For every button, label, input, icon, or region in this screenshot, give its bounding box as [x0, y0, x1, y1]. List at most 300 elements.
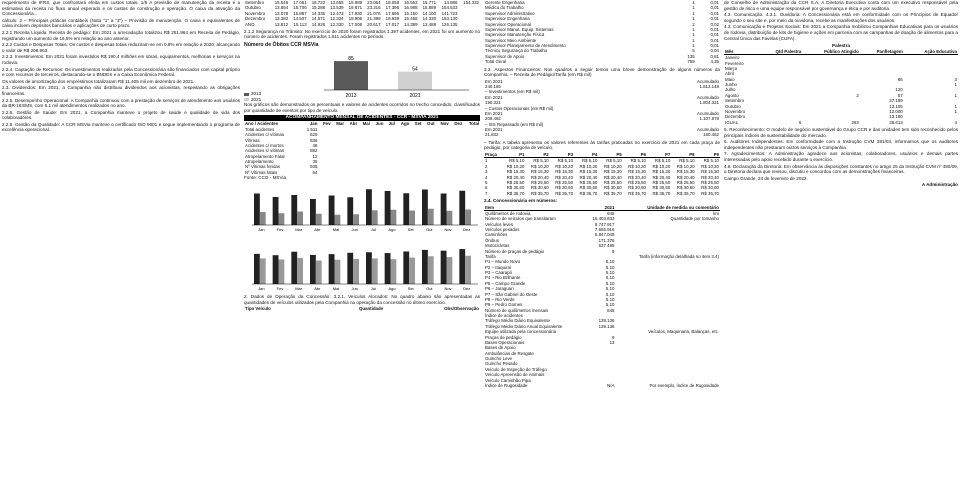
bar — [403, 193, 409, 225]
table-cell: Supervisor Manut. Equip. Sistemas — [485, 26, 554, 32]
table-cell: R$ 10,20 — [506, 163, 525, 169]
table-cell: R$ 20,40 — [652, 174, 671, 180]
tick-label: Jan — [258, 286, 265, 292]
table-cell: Quantidade por tomanho — [670, 216, 719, 222]
table-cell: 6.847.045 — [594, 232, 615, 238]
table-cell: 15.150 — [404, 10, 418, 16]
table-cell: R$ 20,40 — [530, 174, 549, 180]
table-cell: 17.061 — [293, 0, 307, 5]
table-cell: 3 — [954, 76, 957, 82]
table-header-cell: Set — [414, 121, 422, 127]
table-cell: Junho — [725, 82, 737, 87]
table-cell: Acidentes c/ vítimas — [245, 132, 285, 138]
bar — [260, 212, 266, 225]
table-cell: Supervisor Planejamento de Atendimento — [485, 43, 566, 48]
table-cell: 21.076 — [367, 10, 381, 16]
table-cell: P1 – Mundo Novo — [485, 259, 521, 265]
bar — [447, 257, 453, 284]
table-cell: 15.771 — [422, 0, 437, 5]
table-header-cell: Ano / Acidentes — [245, 121, 279, 127]
social-actions-table — [724, 49, 958, 125]
table-cell: R$ 10,20 — [652, 163, 671, 169]
table-cell: 135 — [687, 53, 695, 59]
table-cell: 18.906 — [348, 16, 363, 22]
table-cell: 845 — [607, 307, 615, 313]
bar — [347, 253, 353, 284]
bar — [329, 195, 335, 225]
table-row — [244, 154, 480, 159]
table-cell: 935 — [310, 164, 318, 170]
bar — [310, 199, 316, 225]
table-cell: 15.706 — [293, 5, 307, 11]
table-cell: Nº Vítimas fatais — [245, 169, 278, 175]
table-cell: Em 2021 — [485, 127, 503, 133]
table-header-cell: Abr — [349, 121, 358, 127]
table-cell: 882 — [310, 148, 318, 154]
bar — [291, 252, 297, 284]
tick-label: Fev — [276, 286, 284, 292]
tick-label: Dez — [463, 286, 471, 292]
table-cell: 139.136 — [598, 323, 615, 329]
table-cell: Outubro — [245, 5, 261, 11]
table-cell: 18.989 — [348, 0, 363, 5]
financial-paragraph: 3.3. Aspectos Financeiros: Nos quadros a seguir temos uma breve demonstração de alguns números da Companhia. – Receita de Pedágio/Tarifa (em R$ mil) — [484, 66, 720, 78]
table-cell: R$ 35,70 — [555, 190, 574, 196]
table-cell: 845 — [607, 210, 615, 216]
table-cell: 14.507 — [293, 16, 307, 22]
bar — [254, 254, 260, 284]
table-cell: R$ 10,20 — [628, 163, 646, 169]
table-cell: R$ 10,20 — [603, 163, 622, 169]
table-header-cell: Ação Educativa — [924, 48, 957, 54]
table-cell: 1 — [692, 26, 695, 32]
table-cell: R$ 20,40 — [676, 174, 695, 180]
table-cell: Bases de Apoio — [485, 345, 516, 351]
table-cell: 139.136 — [598, 318, 615, 324]
table-cell: R$ 25,50 — [603, 179, 622, 185]
table-cell: Veículos, Maquinaria, Balanças, etc. — [648, 329, 719, 335]
paragraph: 6. Auditores Independentes: Em conformidade com a Instrução CVM 381/03, informamos que os auditores independentes não prestaram outros serviços à Companhia. — [724, 139, 958, 150]
table-header-cell: P7 — [664, 152, 671, 157]
tick-label: Dez — [463, 226, 471, 232]
table-cell: R$ 30,60 — [603, 185, 622, 191]
bar — [260, 259, 266, 285]
bar — [279, 260, 285, 285]
table-cell: 120 — [895, 87, 903, 93]
tick-label: Nov — [444, 286, 452, 292]
table-cell: 1 — [954, 103, 957, 109]
table-cell: 154.533 — [441, 5, 458, 11]
bar — [366, 253, 372, 285]
paragraph: 5. Reconhecimento: O modelo de negócio sustentável do Grupo CCR e das unidades tem sido reconhecido pelos principais índices de sustentabilidade do mercado. — [724, 127, 958, 138]
table-cell: 1 — [692, 16, 695, 22]
table-cell: 14.571 — [311, 16, 326, 22]
table-cell: 16.988 — [404, 5, 418, 11]
table-header-cell: Jul — [388, 121, 395, 127]
monthly-accidents-chart — [244, 181, 480, 239]
table-cell: P7 – São Gabriel do Oeste — [485, 291, 538, 297]
bar — [441, 251, 447, 284]
table-cell: R$ 15,30 — [701, 169, 719, 175]
table-cell: 5 — [692, 48, 695, 54]
table-cell: – Investimentos (em R$ mil) — [485, 89, 540, 95]
table-cell: R$ 20,40 — [555, 174, 574, 180]
monthly-traffic-table — [244, 0, 480, 27]
table-cell: Gerente Engenharia — [485, 0, 525, 5]
table-cell: 16.553 — [404, 0, 418, 5]
table-cell: 4 — [954, 119, 957, 125]
tick-label: 2021 — [409, 93, 421, 100]
table-cell: 240.165 — [485, 84, 501, 90]
table-cell: Setembro — [725, 98, 745, 104]
deaths-chart — [244, 42, 480, 102]
table-cell: 13.854 — [274, 5, 289, 11]
table-cell: 0,01 — [710, 43, 719, 48]
table-cell: R$ 35,70 — [530, 190, 549, 196]
accidents-banner: ACOMPANHAMENTO MENSAL DE ACIDENTES - CCR - MSVIA 2021 — [244, 115, 480, 122]
bar — [254, 193, 260, 225]
paragraph: 2.2.2 Custos e Despesas Totais: Os custos e despesas totais reduziram-se em 0,9% em relação a 2020, alcançando o valor de R$ 208.963. — [2, 42, 240, 53]
table-cell: Índice de Rugosidade — [485, 382, 528, 388]
bar — [465, 209, 471, 225]
table-cell: R$ 30,60 — [701, 185, 719, 191]
table-cell: 5,10 — [605, 286, 615, 292]
vehicles-table — [244, 306, 480, 311]
table-cell: 0,01 — [710, 37, 719, 43]
table-cell: 13.539 — [330, 5, 344, 11]
table-cell: P5 – Campo Grande — [485, 280, 526, 286]
table-cell: Janeiro — [725, 55, 740, 61]
table-cell: R$ 5,10 — [581, 158, 598, 164]
table-cell: 12 — [312, 153, 318, 159]
table-cell: Tarifa — [485, 253, 496, 259]
table-header-cell: Público Atingido — [824, 48, 859, 54]
bar — [398, 72, 432, 90]
table-row — [484, 59, 720, 64]
table-cell: 36.613 — [889, 119, 903, 125]
tick-label: Ago — [388, 286, 396, 292]
table-cell: 1.804.321 — [699, 100, 719, 106]
table-cell: Quilômetros de rodovia — [485, 210, 531, 216]
table-cell: R$ 10,20 — [579, 163, 598, 169]
table-cell: 2 — [692, 21, 695, 27]
table-cell: 15.889 — [422, 5, 437, 11]
table-cell: 5,10 — [605, 296, 615, 302]
table-cell: 2 — [485, 163, 488, 169]
table-header-cell: P9 — [713, 152, 719, 157]
table-row — [244, 164, 480, 169]
deaths-chart-title: Número de Óbitos CCR MSVia — [244, 42, 319, 49]
paragraph: 7. Agradecimentos: A Administração agradece aos acionistas, colaboradores, usuários e demais partes interessadas pelo apoio recebido durante o exercício. — [724, 151, 958, 162]
bar — [391, 260, 397, 285]
paragraph: 2.2.4. Captação de Recursos: Os investimentos realizados pela Concessionária são financiados com capital próprio e com recursos de terceiros, destacando-se o BNDES e a Caixa Econômica Federal. — [2, 66, 240, 78]
table-cell: R$ 15,30 — [628, 169, 646, 175]
table-cell: 13.655 — [330, 0, 344, 5]
table-cell: 5,10 — [605, 264, 615, 270]
table-cell: R$ 10,20 — [676, 163, 695, 169]
table-cell: R$ 20,40 — [506, 174, 525, 180]
table-header-cell: Total — [468, 121, 479, 127]
table-cell: km — [713, 210, 719, 216]
table-cell: 17.017 — [385, 21, 400, 27]
bar — [465, 256, 471, 284]
table-cell: R$ 15,30 — [506, 169, 525, 175]
table-cell: R$ 15,30 — [579, 169, 598, 175]
table-cell: 18.939 — [385, 16, 400, 22]
table-cell: 1 — [692, 5, 695, 11]
table-cell: R$ 35,70 — [701, 190, 719, 196]
legend-swatch — [244, 93, 249, 96]
table-header-cell: Mai — [362, 121, 370, 127]
table-header-cell: P2 — [543, 152, 549, 157]
table-header-cell: Out — [427, 121, 435, 127]
table-cell: 18.058 — [385, 0, 400, 5]
table-cell: 836 — [310, 137, 318, 143]
table-cell: 57 — [897, 92, 903, 98]
table-cell: R$ 25,50 — [628, 179, 646, 185]
traffic-chart — [244, 240, 480, 292]
numbers-table — [484, 205, 720, 389]
bar — [409, 258, 415, 284]
tariff-table — [484, 152, 720, 196]
numbers-heading: 2.4. Concessionária em números: — [484, 198, 558, 203]
table-header-cell: P3 — [567, 152, 574, 157]
table-cell: 17.930 — [348, 10, 363, 16]
paragraph: Os valores de amortização dos empréstimos totalizaram R$ 11.405 mil em dezembro de 2021. — [2, 78, 195, 84]
table-cell: R$ 15,30 — [555, 169, 574, 175]
bar — [441, 193, 447, 225]
table-cell: 35 — [312, 159, 318, 165]
table-cell: 15.468 — [404, 16, 418, 22]
table-cell: 1.107.878 — [699, 116, 719, 122]
table-cell: 4 — [485, 174, 488, 180]
table-header-cell: Mês — [725, 48, 734, 54]
table-header-cell: Ago — [400, 121, 410, 127]
table-cell: R$ 5,10 — [679, 158, 695, 164]
table-cell: R$ 10,20 — [555, 163, 574, 169]
table-cell: Guincho Pesado — [485, 361, 518, 367]
table-cell: 13 — [609, 339, 615, 345]
table-cell: Maio — [725, 76, 735, 82]
table-cell: R$ 35,70 — [628, 190, 646, 196]
table-header-cell: Qtd Palestra — [775, 48, 802, 54]
table-cell: Atropelamento Fatal — [245, 153, 285, 159]
table-cell: 9 — [612, 334, 615, 340]
table-cell: 190.321 — [485, 100, 501, 106]
table-cell: 1 — [692, 0, 695, 5]
table-header-cell: P8 — [689, 152, 695, 157]
table-cell: 0,02 — [710, 21, 719, 27]
table-cell: 12.000 — [889, 108, 903, 114]
table-cell: Total acidentes — [245, 126, 275, 132]
tick-label: Set — [407, 226, 414, 232]
table-cell: R$ 10,20 — [701, 163, 719, 169]
operations-paragraph: 2. Dados de Operação da Concessão: 3.2.1. Veículos Alocados: No quadro abaixo são apresentadas as quantidades de veículos utilizados pela Companhia na operação da concessão no último exercício. — [244, 293, 480, 305]
table-cell: R$ 30,60 — [579, 185, 598, 191]
table-cell: P2 – Itaquiraí — [485, 264, 512, 270]
table-header-cell: P1 — [519, 152, 525, 157]
table-cell: 17.396 — [385, 5, 400, 11]
bar — [353, 259, 359, 284]
tick-label: Nov — [444, 226, 452, 232]
paragraph: 2.2.5. Desempenho Operacional: A Companhia continuou com a prestação de serviços de atendimento aos usuários da BR-163/MS, com 6.1 mil atendimentos realizados no ano. — [2, 97, 240, 109]
table-cell: Ônibus — [485, 237, 499, 243]
paragraph: 2.2.3. Investimentos: Em 2021 foram investidos R$ 190,4 milhões em obras, equipamentos, melhorias e serviços na rodovia. — [2, 54, 240, 65]
paragraph: 2.3. Dividendos: Em 2021, a Companhia não distribuiu dividendos aos acionistas, respeitando as obrigações financeiras. — [2, 85, 240, 96]
table-cell: 0,01 — [710, 0, 719, 5]
tick-label: Mar — [295, 286, 303, 292]
table-cell: 54 — [312, 169, 318, 175]
table-cell: Veículo Caminhão Pipa — [485, 377, 531, 383]
table-cell: 1 — [954, 92, 957, 98]
table-cell: Veículo Apreensão de Animais — [485, 372, 545, 378]
table-cell: R$ 35,70 — [506, 190, 525, 196]
table-cell: 8.747.917 — [594, 221, 615, 227]
bar — [310, 255, 316, 284]
table-cell: R$ 35,70 — [652, 190, 671, 196]
table-cell: 153.130 — [441, 16, 458, 22]
bar — [279, 213, 285, 225]
table-header-cell: P4 — [592, 152, 598, 157]
table-cell: Tráfego Médio Diário Anual Equivalente — [485, 323, 563, 329]
column-1-text — [2, 0, 240, 133]
table-cell: 1 — [692, 32, 695, 38]
table-cell: 209.492 — [485, 116, 501, 122]
table-cell: Vítimas — [245, 137, 260, 143]
table-cell: – ISS Repassado (em R$ mil) — [485, 121, 544, 127]
table-cell: 15.113 — [293, 21, 307, 27]
tick-label: Set — [407, 286, 414, 292]
table-cell: Supervisor Meio Ambiente — [485, 37, 537, 43]
table-header-cell: Jan — [309, 121, 318, 127]
table-cell: 14.335 — [311, 10, 326, 16]
table-cell: 6 — [798, 119, 802, 125]
paragraph: cálculo: 2 – Principais práticas contábeis (Nota "1" a "3") – Provisão de manutenção. O caixa e equivalentes de caixa incluem depósitos bancários e aplicações de curto prazo. — [2, 17, 240, 29]
table-cell: R$ 25,50 — [555, 179, 574, 185]
table-cell: 5,10 — [605, 270, 615, 276]
table-cell: 21.399 — [367, 16, 381, 22]
table-cell: R$ 20,40 — [628, 174, 646, 180]
table-cell: Praças de pedágio — [485, 334, 522, 340]
tick-label: Jul — [370, 226, 376, 232]
bar — [273, 197, 279, 225]
table-cell: R$ 15,30 — [530, 169, 549, 175]
table-cell: R$ 5,10 — [533, 158, 549, 164]
table-cell: Número de praças de pedágio — [485, 248, 545, 254]
table-cell: Fevereiro — [725, 60, 744, 66]
table-cell: R$ 20,40 — [603, 174, 622, 180]
tick-label: Abr — [314, 226, 321, 232]
table-cell: 1 — [692, 43, 695, 48]
table-cell: R$ 30,60 — [676, 185, 695, 191]
table-header-cell: Jun — [375, 121, 384, 127]
deaths-chart-legend — [244, 91, 304, 102]
table-cell: 1 — [954, 82, 957, 87]
table-row — [244, 22, 480, 27]
bar — [316, 214, 322, 225]
table-row — [484, 132, 720, 137]
tick-label: Fev — [276, 226, 284, 232]
table-cell: 7.655.916 — [594, 227, 615, 233]
bar — [273, 256, 279, 285]
tick-label: Jun — [351, 286, 358, 292]
table-cell: 0,01 — [710, 16, 719, 22]
paragraph: de Conselho de Administração da CCR S.A. A Diretoria Executiva conta com um executivo responsável pela gestão de risco e uma equipe responsável por governança e ética e por auditoria. — [724, 0, 958, 11]
tick-label: Mar — [295, 226, 303, 232]
paragraph: Campo Grande, 24 de fevereiro de 2022. — [724, 175, 808, 181]
table-cell: 0,81 — [710, 53, 719, 59]
table-cell: ANO — [245, 21, 255, 27]
table-cell: 14.330 — [422, 16, 437, 22]
table-cell: 3 — [485, 169, 488, 175]
bar — [372, 259, 378, 285]
bar — [403, 252, 409, 285]
table-cell: Supervisor Operacional — [485, 21, 531, 27]
table-row — [484, 383, 720, 388]
bar — [335, 215, 341, 225]
table-header-cell: Quantidade — [358, 306, 384, 312]
table-cell: IGUAL — [725, 119, 739, 125]
table-cell: Veículos pesados — [485, 227, 520, 233]
table-cell: R$ 25,50 — [652, 179, 671, 185]
table-cell: Acidentes c/ mortos — [245, 142, 284, 148]
table-cell: R$ 30,60 — [628, 185, 646, 191]
table-header-cell: Tipo Veículo — [245, 306, 271, 312]
table-cell: R$ 25,50 — [530, 179, 549, 185]
paragraph: 2.2.1 Receita Líquida. Receita de pedágio: Em 2021 a arrecadação totalizou R$ 251.964 em Receita de Pedágio, registrando um aumento de 16,5% em relação ao ano anterior. — [2, 29, 240, 41]
table-cell: Veículos leves — [485, 221, 514, 227]
table-cell: Acumulado — [697, 78, 719, 84]
tick-label: Out — [426, 286, 433, 292]
table-cell: R$ 30,60 — [652, 185, 671, 191]
table-header-cell: Praça — [485, 152, 497, 157]
table-cell: 0,01 — [710, 5, 719, 11]
table-cell: 759 — [687, 59, 695, 65]
bar — [347, 197, 353, 225]
table-cell: R$ 15,30 — [603, 169, 622, 175]
table-cell: 15.887 — [293, 10, 307, 16]
table-cell: 171.376 — [598, 237, 615, 243]
tick-label: Out — [426, 226, 433, 232]
column-3 — [484, 0, 720, 500]
social-table-title: Palestra — [832, 43, 850, 49]
table-cell: 20.617 — [367, 21, 381, 27]
table-cell: 21.832 — [485, 132, 499, 138]
table-cell: 0,01 — [710, 32, 719, 38]
table-row — [244, 5, 480, 10]
table-cell: Novembro — [245, 10, 266, 16]
table-cell: 1.813.148 — [699, 84, 719, 90]
table-header-cell: 2021 — [604, 204, 615, 210]
table-cell: Julho — [725, 87, 736, 93]
tick-label: Jul — [370, 286, 376, 292]
paragraph: requerimento de IFRS, que confrontará efeita em custos totais. 1/5 A previsão de manutenção da receita é a estimativa da receita no fluxo anual esperado e os custos de construção e operação. O caixa da ativação da Concessionária... — [2, 0, 240, 17]
table-cell: 5,10 — [605, 275, 615, 281]
table-cell: Supervisor Engenharia — [485, 16, 530, 22]
table-cell: Em 2021 — [485, 94, 503, 100]
table-cell: R$ 5,10 — [509, 158, 525, 164]
table-cell: Veículo de Inspeção de Tráfego — [485, 366, 547, 372]
table-cell: 17.695 — [385, 10, 400, 16]
table-row — [244, 148, 480, 153]
table-cell: Motocicletas — [485, 243, 510, 249]
table-cell: 23.316 — [367, 5, 381, 11]
table-cell: Outubro — [725, 103, 741, 109]
table-cell: N/A — [607, 382, 615, 388]
legend-swatch — [244, 98, 249, 101]
table-cell: 1 — [485, 158, 488, 164]
table-cell: 14.389 — [404, 21, 418, 27]
